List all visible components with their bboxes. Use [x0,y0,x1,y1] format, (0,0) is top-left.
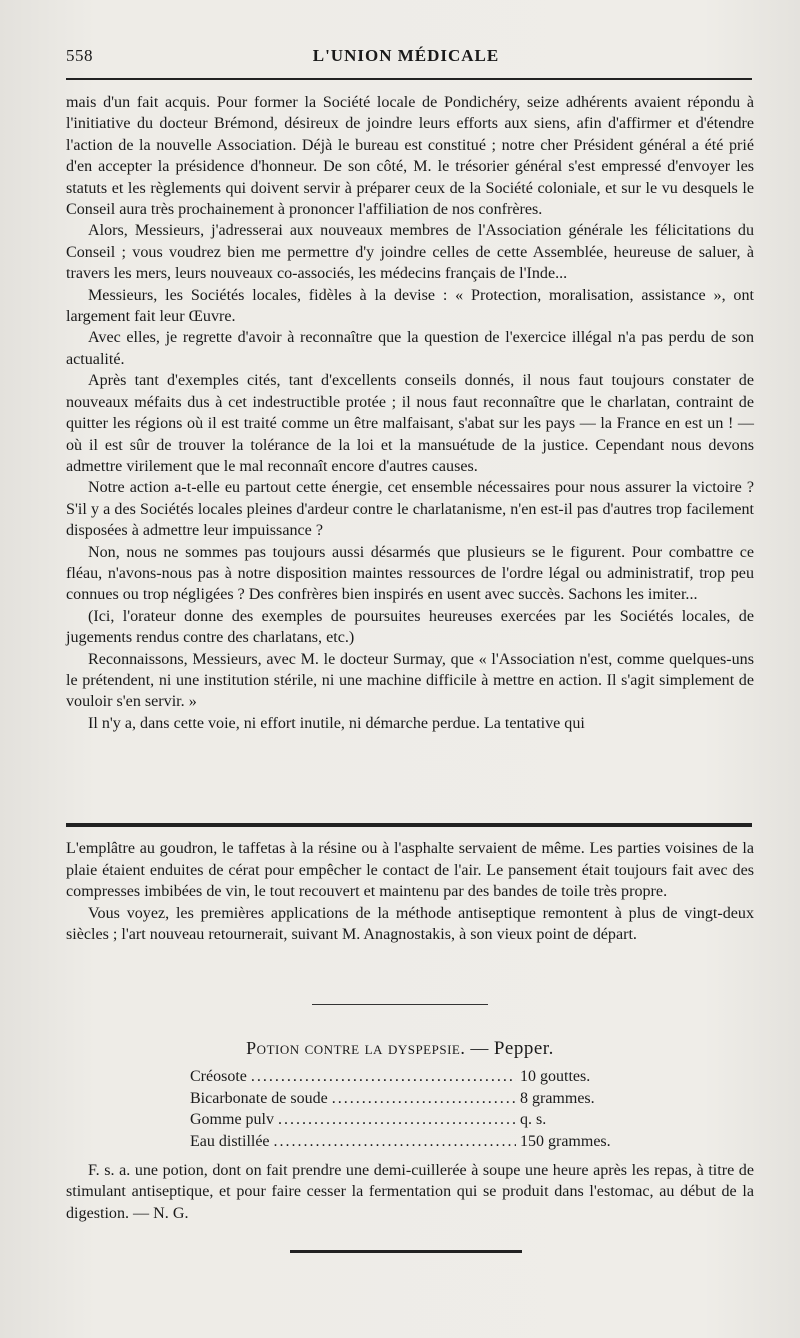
ingredient-row [190,1066,630,1088]
body-paragraph: Messieurs, les Sociétés locales, fidèles à la devise : « Protection, moralisation, assistance », ont largement fait leur Œuvre. [66,286,754,326]
ingredient-name: Bicarbonate de soude [190,1089,328,1107]
body-paragraph: Il n'y a, dans cette voie, ni effort inutile, ni démarche perdue. La tentative qui [88,714,585,732]
ingredient-quantity: 150 grammes. [520,1132,611,1150]
short-divider [312,1004,488,1005]
section-divider [66,823,752,827]
recipe-instructions [66,1160,754,1224]
ingredient-quantity: 10 gouttes. [520,1068,591,1085]
ingredient-row [190,1088,630,1110]
ingredient-row [190,1109,630,1131]
recipe-name: Potion contre la dyspepsie. [246,1038,466,1058]
note-paragraph: Vous voyez, les premières applications de la méthode antiseptique remontent à plus de vingt-deux siècles ; l'art nouveau retournerait, suivant M. Anagnostakis, à son vieux point de départ. [66,904,754,944]
ingredient-name: Eau distillée [190,1132,270,1150]
recipe-dash: — [470,1038,489,1058]
leader-dots [274,1131,516,1153]
running-title: L'UNION MÉDICALE [312,46,500,65]
recipe-ingredients [190,1066,630,1152]
article-body [66,92,754,734]
body-paragraph: mais d'un fait acquis. Pour former la Société locale de Pondichéry, seize adhérents avaient répondu à l'initiative du docteur Brémond, désireux de joindre leurs efforts aux siens, afin d'affirmer et d'étendre l'action de la nouvelle Association. Déjà le bureau est constitué ; notre cher Président général a été prié d'en accepter la présidence d'honneur. De son côté, M. le trésorier général s'est empressé d'envoyer les statuts et les règlements qui doivent servir à préparer ceux de la Société coloniale, et sur le vu desquels le Conseil aura très prochainement à prononcer l'affiliation de nos confrères. [66,94,754,219]
ingredient-quantity: 8 grammes. [520,1089,595,1107]
ingredient-name: Gomme pulv [190,1111,274,1128]
body-paragraph: Notre action a-t-elle eu partout cette énergie, cet ensemble nécessaires pour nous assurer la victoire ? S'il y a des Sociétés locales pleines d'ardeur contre le charlatanisme, n'en est-il pas d'autres trop facilement disposées à admettre leur impuissance ? [66,479,754,540]
body-paragraph: (Ici, l'orateur donne des exemples de poursuites heureuses exercées par les Sociétés locales, de jugements rendus contre des charlatans, etc.) [66,607,754,647]
page-number: 558 [66,46,93,65]
ingredient-quantity: q. s. [520,1111,547,1128]
body-paragraph: Avec elles, je regrette d'avoir à reconnaître que la question de l'exercice illégal n'a pas perdu de son actualité. [66,329,754,368]
body-paragraph: Non, nous ne sommes pas toujours aussi désarmés que plusieurs se le figurent. Pour combattre ce fléau, n'avons-nous pas à notre disposition maintes ressources de l'ordre légal ou administratif, trop peu connues ou trop négligées ? Des confrères bien inspirés en usent avec succès. Sachons les imiter... [66,543,754,604]
body-paragraph: Alors, Messieurs, j'adresserai aux nouveaux membres de l'Association générale les félicitations du Conseil ; vous voudrez bien me permettre d'y joindre celles de cette Assemblée, heureuse de saluer, à travers les mers, leurs nouveaux co-associés, les médecins français de l'Inde... [66,222,754,283]
leader-dots [332,1088,516,1110]
recipe-author: Pepper. [493,1038,554,1059]
leader-dots [251,1066,516,1088]
ingredient-name: Créosote [190,1068,247,1085]
note-paragraph: L'emplâtre au goudron, le taffetas à la résine ou à l'asphalte servaient de même. Les parties voisines de la plaie étaient enduites de cérat pour empêcher le contact de l'air. Le pansement était toujours fait avec des compresses imbibées de vin, le tout recouvert et maintenu par des bandes de toile très propre. [66,840,754,901]
recipe-title [0,1038,800,1060]
body-paragraph: Après tant d'exemples cités, tant d'excellents conseils donnés, il nous faut toujours constater de nouveaux méfaits dus à cet indestructible protée ; il nous faut reconnaître que le charlatan, contraint de quitter les régions où il est traité comme un être malfaisant, s'abat sur les pays — la France en est un ! — où il est sûr de trouver la tolérance de la loi et la mansuétude de la justice. Cependant nous devons admettre virilement que le mal reconnaît encore d'autres causes. [66,372,754,475]
leader-dots [278,1109,516,1131]
end-rule [290,1250,522,1253]
page-header [66,46,746,70]
header-rule [66,78,752,80]
body-paragraph: Reconnaissons, Messieurs, avec M. le docteur Surmay, que « l'Association n'est, comme quelques-uns le prétendent, ni une institution stérile, ni une machine difficile à mettre en action. Il s'agit simplement de vouloir s'en servir. » [66,650,754,711]
recipe-instructions-text: F. s. a. une potion, dont on fait prendre une demi-cuillerée à soupe une heure après les repas, à titre de stimulant antiseptique, et pour faire cesser la fermentation qui se produit dans l'estomac, au début de la digestion. — N. G. [66,1162,754,1222]
feuilleton-note [66,838,754,946]
ingredient-row [190,1131,630,1153]
